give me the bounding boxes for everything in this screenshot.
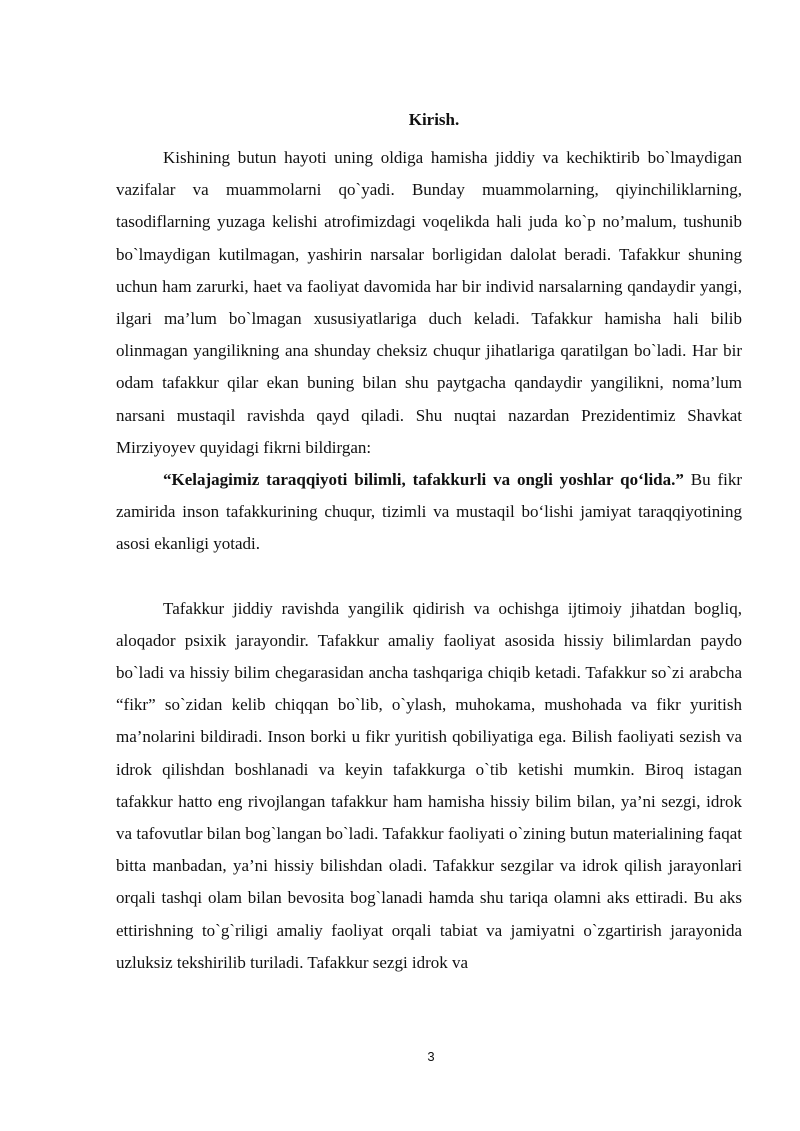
paragraph-gap <box>116 561 742 593</box>
president-quote: “Kelajagimiz taraqqiyoti bilimli, tafakkurli va ongli yoshlar qo‘lida.” <box>163 470 684 490</box>
quote-explanation: Bu fikr zamirida inson tafakkurining chuqur, tizimli va mustaqil bo‘lishi jamiyat taraqqiyotining asosi ekanligi yotadi. <box>116 470 742 554</box>
paragraph-intro: Kishining butun hayoti uning oldiga hamisha jiddiy va kechiktirib bo`lmaydigan vazifalar va muammolarni qo`yadi. Bunday muammolarning, qiyinchiliklarning, tasodiflarning yuzaga kelishi atrofimizdagi voqelikda hali juda ko`p no’malum, tushunib bo`lmaydigan kutilmagan, yashirin narsalar borligidan dalolat beradi. Tafakkur shuning uchun ham zarurki, haet va faoliyat davomida har bir individ narsalarning qandaydir yangi, ilgari ma’lum bo`lmagan xususiyatlariga duch keladi. Tafakkur hamisha hali bilib olinmagan yangilikning ana shunday cheksiz chuqur jihatlariga qaratilgan bo`ladi. Har bir odam tafakkur qilar ekan buning bilan shu paytgacha qandaydir yangilikni, noma’lum narsani mustaqil ravishda qayd qiladi. Shu nuqtai nazardan Prezidentimiz Shavkat Mirziyoyev quyidagi fikrni bildirgan: <box>116 148 742 457</box>
section-title: Kirish. <box>408 110 460 129</box>
quote-paragraph <box>116 464 742 561</box>
page-number: 3 <box>427 1049 435 1064</box>
paragraph-main: Tafakkur jiddiy ravishda yangilik qidirish va ochishga ijtimoiy jihatdan bogliq, aloqador psixik jarayondir. Tafakkur amaliy faoliyat asosida hissiy bilimlardan paydo bo`ladi va hissiy bilim chegarasidan ancha tashqariga chiqib ketadi. Tafakkur so`zi arabcha “fikr” so`zidan kelib chiqqan bo`lib, o`ylash, muhokama, mushohada va fikr yuritish ma’nolarini bildiradi. Inson borki u fikr yuritish qobiliyatiga ega. Bilish faoliyati sezish va idrok qilishdan boshlanadi va keyin tafakkurga o`tib ketishi mumkin. Biroq istagan tafakkur hatto eng rivojlangan tafakkur ham hamisha hissiy bilim bilan, ya’ni sezgi, idrok va tafovutlar bilan bog`langan bo`ladi. Tafakkur faoliyati o`zining butun materialining faqat bitta manbadan, ya’ni hissiy bilishdan oladi. Tafakkur sezgilar va idrok qilish jarayonlari orqali tashqi olam bilan bevosita bog`lanadi hamda shu tariqa olamni aks ettiradi. Bu aks ettirishning to`g`riligi amaliy faoliyat orqali tabiat va jamiyatni o`zgartirish jarayonida uzluksiz tekshirilib turiladi. Tafakkur sezgi idrok va <box>116 598 742 972</box>
